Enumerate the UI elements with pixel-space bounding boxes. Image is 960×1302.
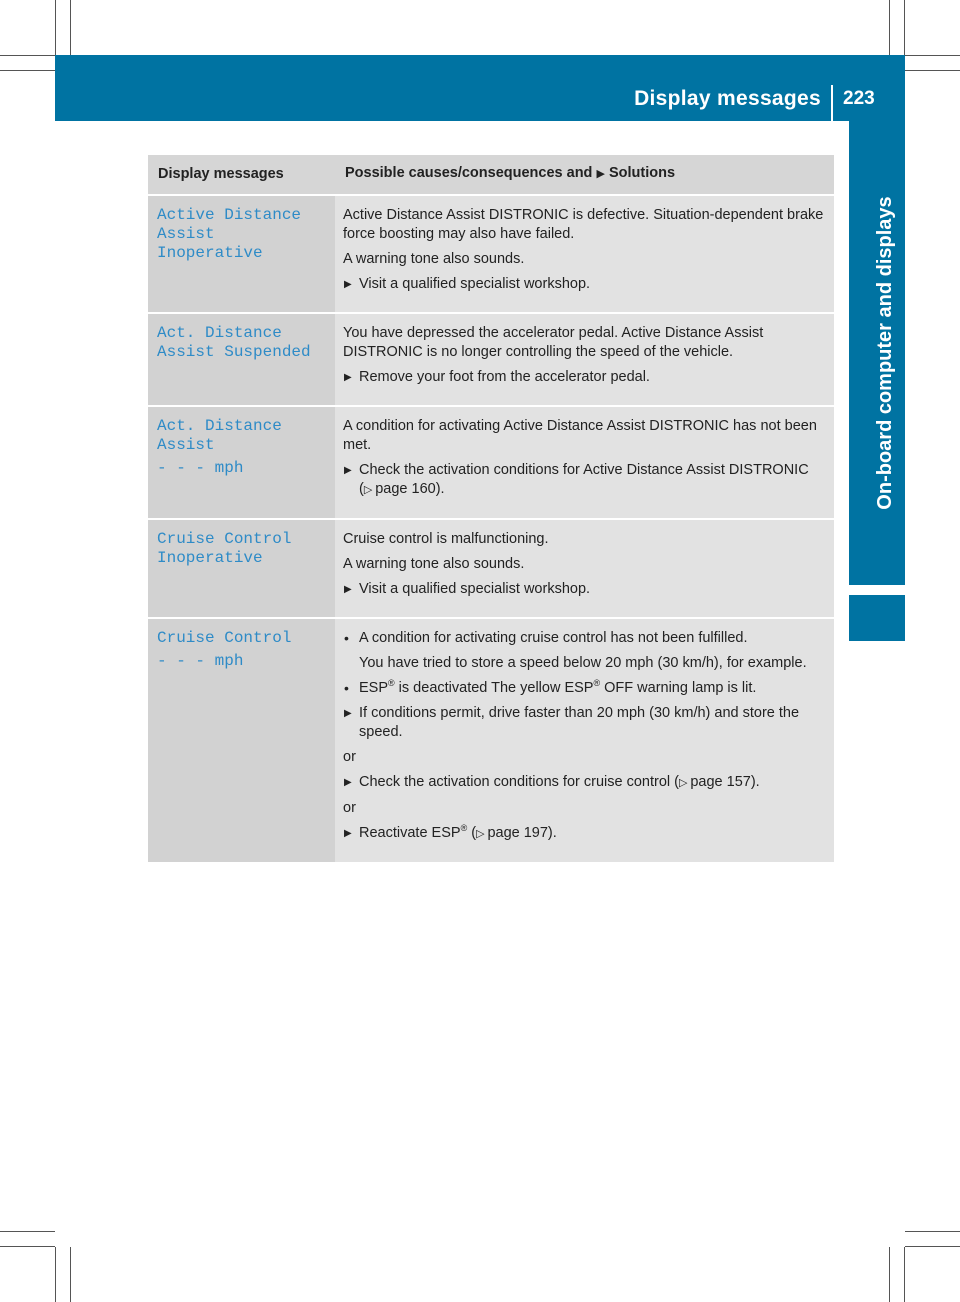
code-line: Cruise Control: [157, 530, 292, 548]
header-causes-solutions: [335, 155, 834, 194]
step-text: Visit a qualified specialist workshop.: [359, 581, 591, 597]
side-tab-gap: [849, 585, 905, 595]
registered-mark: ®: [593, 678, 601, 689]
step-text: ).: [435, 481, 445, 497]
action-step: [343, 704, 826, 742]
display-message-cell: [148, 520, 335, 617]
display-message-code: [157, 417, 327, 478]
code-line: Act. Distance: [157, 417, 282, 435]
page-header: [55, 55, 905, 121]
display-message-cell: [148, 407, 335, 518]
bullet-detail-text: You have tried to store a speed below 20 mph (30 km/h), for example.: [359, 655, 807, 671]
crop-mark: [889, 0, 890, 55]
bullet-text: A condition for activating cruise control has not been fulfilled.: [359, 630, 748, 646]
action-step: ▶ Reactivate ESP® (▷ page 197).: [344, 823, 557, 841]
crop-mark: [70, 0, 71, 55]
step-arrow-icon: ▶: [344, 465, 352, 476]
step-text: Check the activation conditions for cruise control (: [359, 774, 679, 790]
crop-mark: [70, 1247, 71, 1302]
action-step: [343, 773, 826, 793]
step-text: ).: [547, 825, 557, 841]
code-line: Assist: [157, 436, 215, 454]
crop-mark: [904, 1247, 905, 1302]
table-row: [148, 520, 834, 617]
solution-cell: [335, 314, 834, 405]
action-step: [343, 368, 826, 387]
cause-text: A warning tone also sounds.: [343, 251, 525, 267]
chapter-marker: [849, 595, 905, 641]
chapter-title: On-board computer and displays: [874, 196, 896, 510]
action-step: [343, 580, 826, 599]
bullet-text: is deactivated The yellow ESP: [394, 680, 594, 696]
step-arrow-icon: ▶: [344, 372, 352, 383]
crop-mark: [0, 70, 55, 71]
page-reference[interactable]: page 160: [375, 481, 436, 497]
crop-mark: [0, 1231, 55, 1232]
crop-mark: [0, 1246, 55, 1247]
step-arrow-icon: ▶: [344, 584, 352, 595]
display-messages-table: [148, 153, 834, 864]
step-text: Remove your foot from the accelerator pedal.: [359, 369, 650, 385]
bullet-text: ESP: [359, 680, 389, 696]
table-row: [148, 619, 834, 862]
display-message-cell: [148, 196, 335, 312]
header-prefix: Possible causes/consequences and: [345, 165, 593, 181]
action-step: [343, 275, 826, 294]
page-ref-icon: ▷: [678, 777, 688, 789]
header-divider: [831, 85, 833, 121]
action-step: [343, 461, 826, 500]
header-suffix: Solutions: [608, 165, 676, 181]
crop-mark: [0, 55, 55, 56]
step-text: ).: [750, 774, 760, 790]
crop-mark: [889, 1247, 890, 1302]
section-title: Display messages: [634, 87, 821, 110]
crop-mark: [904, 0, 905, 55]
step-text: Reactivate ESP: [359, 825, 461, 841]
display-message-code: [157, 530, 327, 568]
or-separator: or: [343, 800, 356, 816]
crop-mark: [905, 55, 960, 56]
page-ref-icon: ▷: [363, 484, 373, 496]
solution-cell: [335, 619, 834, 862]
step-arrow-icon: ▶: [344, 828, 352, 839]
registered-mark: ®: [460, 823, 468, 834]
code-line: Assist Inoperative: [157, 225, 263, 262]
cause-text: Active Distance Assist DISTRONIC is defective. Situation-dependent brake force boosting may also have failed.: [343, 207, 824, 242]
bullet-icon: •: [344, 630, 349, 646]
bullet-text: OFF warning lamp is lit.: [600, 680, 757, 696]
cause-text: A warning tone also sounds.: [343, 556, 525, 572]
page-reference[interactable]: page 157: [690, 774, 751, 790]
display-message-cell: [148, 314, 335, 405]
cause-bullet: [343, 679, 826, 698]
chapter-side-tab: [849, 121, 905, 641]
cause-bullet-detail: [343, 654, 826, 673]
code-line: - - - mph: [157, 652, 244, 670]
code-line: Inoperative: [157, 549, 263, 567]
table-row: [148, 196, 834, 312]
code-line: Act. Distance: [157, 324, 282, 342]
table-row: [148, 314, 834, 405]
page-ref-icon: ▷: [476, 828, 485, 840]
step-text: Check the activation conditions for Active Distance Assist DISTRONIC (: [359, 462, 809, 497]
table-header-row: [148, 155, 834, 194]
or-separator: or: [343, 749, 356, 765]
code-line: Active Distance: [157, 206, 302, 224]
code-line: Cruise Control: [157, 629, 292, 647]
display-message-code: [157, 629, 327, 671]
solution-cell: [335, 407, 834, 518]
solution-cell: [335, 196, 834, 312]
display-message-code: [157, 324, 327, 362]
step-arrow-icon: ▶: [344, 708, 352, 719]
registered-mark: ®: [388, 678, 395, 689]
step-arrow-icon: ▶: [344, 777, 352, 788]
cause-text: A condition for activating Active Distance Assist DISTRONIC has not been met.: [343, 418, 817, 453]
page-number: 223: [843, 88, 875, 109]
arrow-icon: ▶: [596, 168, 605, 180]
crop-mark: [905, 1246, 960, 1247]
crop-mark: [905, 70, 960, 71]
cause-bullet: [343, 629, 826, 648]
crop-mark: [55, 1247, 56, 1302]
code-line: - - - mph: [157, 459, 244, 477]
table-row: [148, 407, 834, 518]
cause-text: Cruise control is malfunctioning.: [343, 531, 549, 547]
display-message-code: [157, 206, 327, 263]
solution-cell: [335, 520, 834, 617]
display-message-cell: [148, 619, 335, 862]
step-arrow-icon: ▶: [344, 279, 352, 290]
step-text: If conditions permit, drive faster than 20 mph (30 km/h) and store the speed.: [359, 705, 800, 740]
code-line: Assist Suspended: [157, 343, 311, 361]
step-text: Visit a qualified specialist workshop.: [359, 276, 591, 292]
cause-text: You have depressed the accelerator pedal. Active Distance Assist DISTRONIC is no longer controlling the speed of the vehicle.: [343, 325, 764, 360]
crop-mark: [55, 0, 56, 55]
header-display-messages: Display messages: [148, 155, 335, 194]
crop-mark: [905, 1231, 960, 1232]
page-reference[interactable]: page 197: [487, 825, 548, 841]
bullet-icon: •: [344, 680, 349, 696]
